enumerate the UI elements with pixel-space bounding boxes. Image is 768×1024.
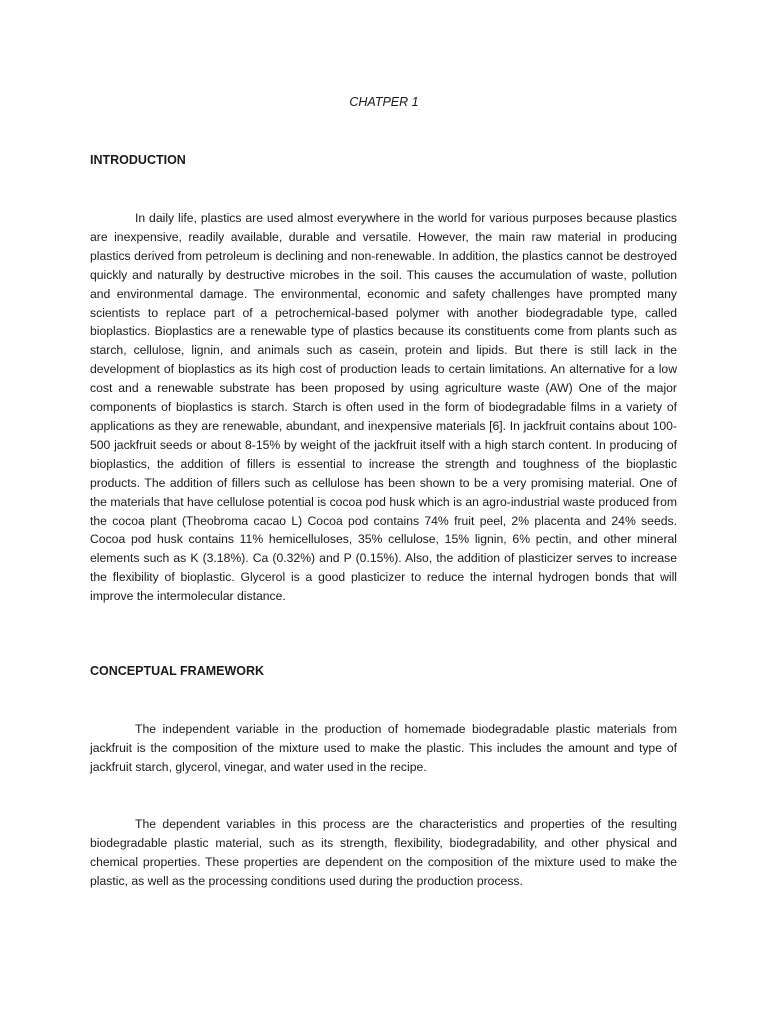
paragraph-independent-variable: The independent variable in the production of homemade biodegradable plastic materials from jackfruit is the composition of the mixture used to make the plastic. This includes the amount and type of jackfruit starch, glycerol, vinegar, and water used in the recipe. — [90, 722, 677, 774]
paragraph-dependent-variables: The dependent variables in this process are the characteristics and properties of the resulting biodegradable plastic material, such as its strength, flexibility, biodegradability, and other physical and chemical properties. These properties are dependent on the composition of the mixture used to make the plastic, as well as the processing conditions used during the production process. — [90, 817, 677, 888]
chapter-title: CHATPER 1 — [349, 95, 419, 109]
section-heading-introduction: INTRODUCTION — [90, 153, 186, 167]
paragraph-introduction: In daily life, plastics are used almost everywhere in the world for various purposes because plastics are inexpensive, readily available, durable and versatile. However, the main raw material in producing plastics derived from petroleum is declining and non-renewable. In addition, the plastics cannot be destroyed quickly and naturally by destructive microbes in the soil. This causes the accumulation of waste, pollution and environmental damage. The environmental, economic and safety challenges have prompted many scientists to replace part of a petrochemical-based polymer with another biodegradable type, called bioplastics. Bioplastics are a renewable type of plastics because its constituents come from plants such as starch, cellulose, lignin, and animals such as casein, protein and lipids. But there is still lack in the development of bioplastics as its high cost of production leads to certain limitations. An alternative for a low cost and a renewable substrate has been proposed by using agriculture waste (AW) One of the major components of bioplastics is starch. Starch is often used in the form of biodegradable films in a variety of applications as they are renewable, abundant, and inexpensive materials [6]. In jackfruit contains about 100-500 jackfruit seeds or about 8-15% by weight of the jackfruit itself with a high starch content. In producing of bioplastics, the addition of fillers is essential to increase the strength and toughness of the bioplastic products. The addition of fillers such as cellulose has been shown to be a very promising material. One of the materials that have cellulose potential is cocoa pod husk which is an agro-industrial waste produced from the cocoa plant (Theobroma cacao L) Cocoa pod contains 74% fruit peel, 2% placenta and 24% seeds. Cocoa pod husk contains 11% hemicelluloses, 35% cellulose, 15% lignin, 6% pectin, and other mineral elements such as K (3.18%). Ca (0.32%) and P (0.15%). Also, the addition of plasticizer serves to increase the flexibility of bioplastic. Glycerol is a good plasticizer to reduce the internal hydrogen bonds that will improve the intermolecular distance. — [90, 211, 677, 604]
section-heading-conceptual-framework: CONCEPTUAL FRAMEWORK — [90, 664, 265, 678]
